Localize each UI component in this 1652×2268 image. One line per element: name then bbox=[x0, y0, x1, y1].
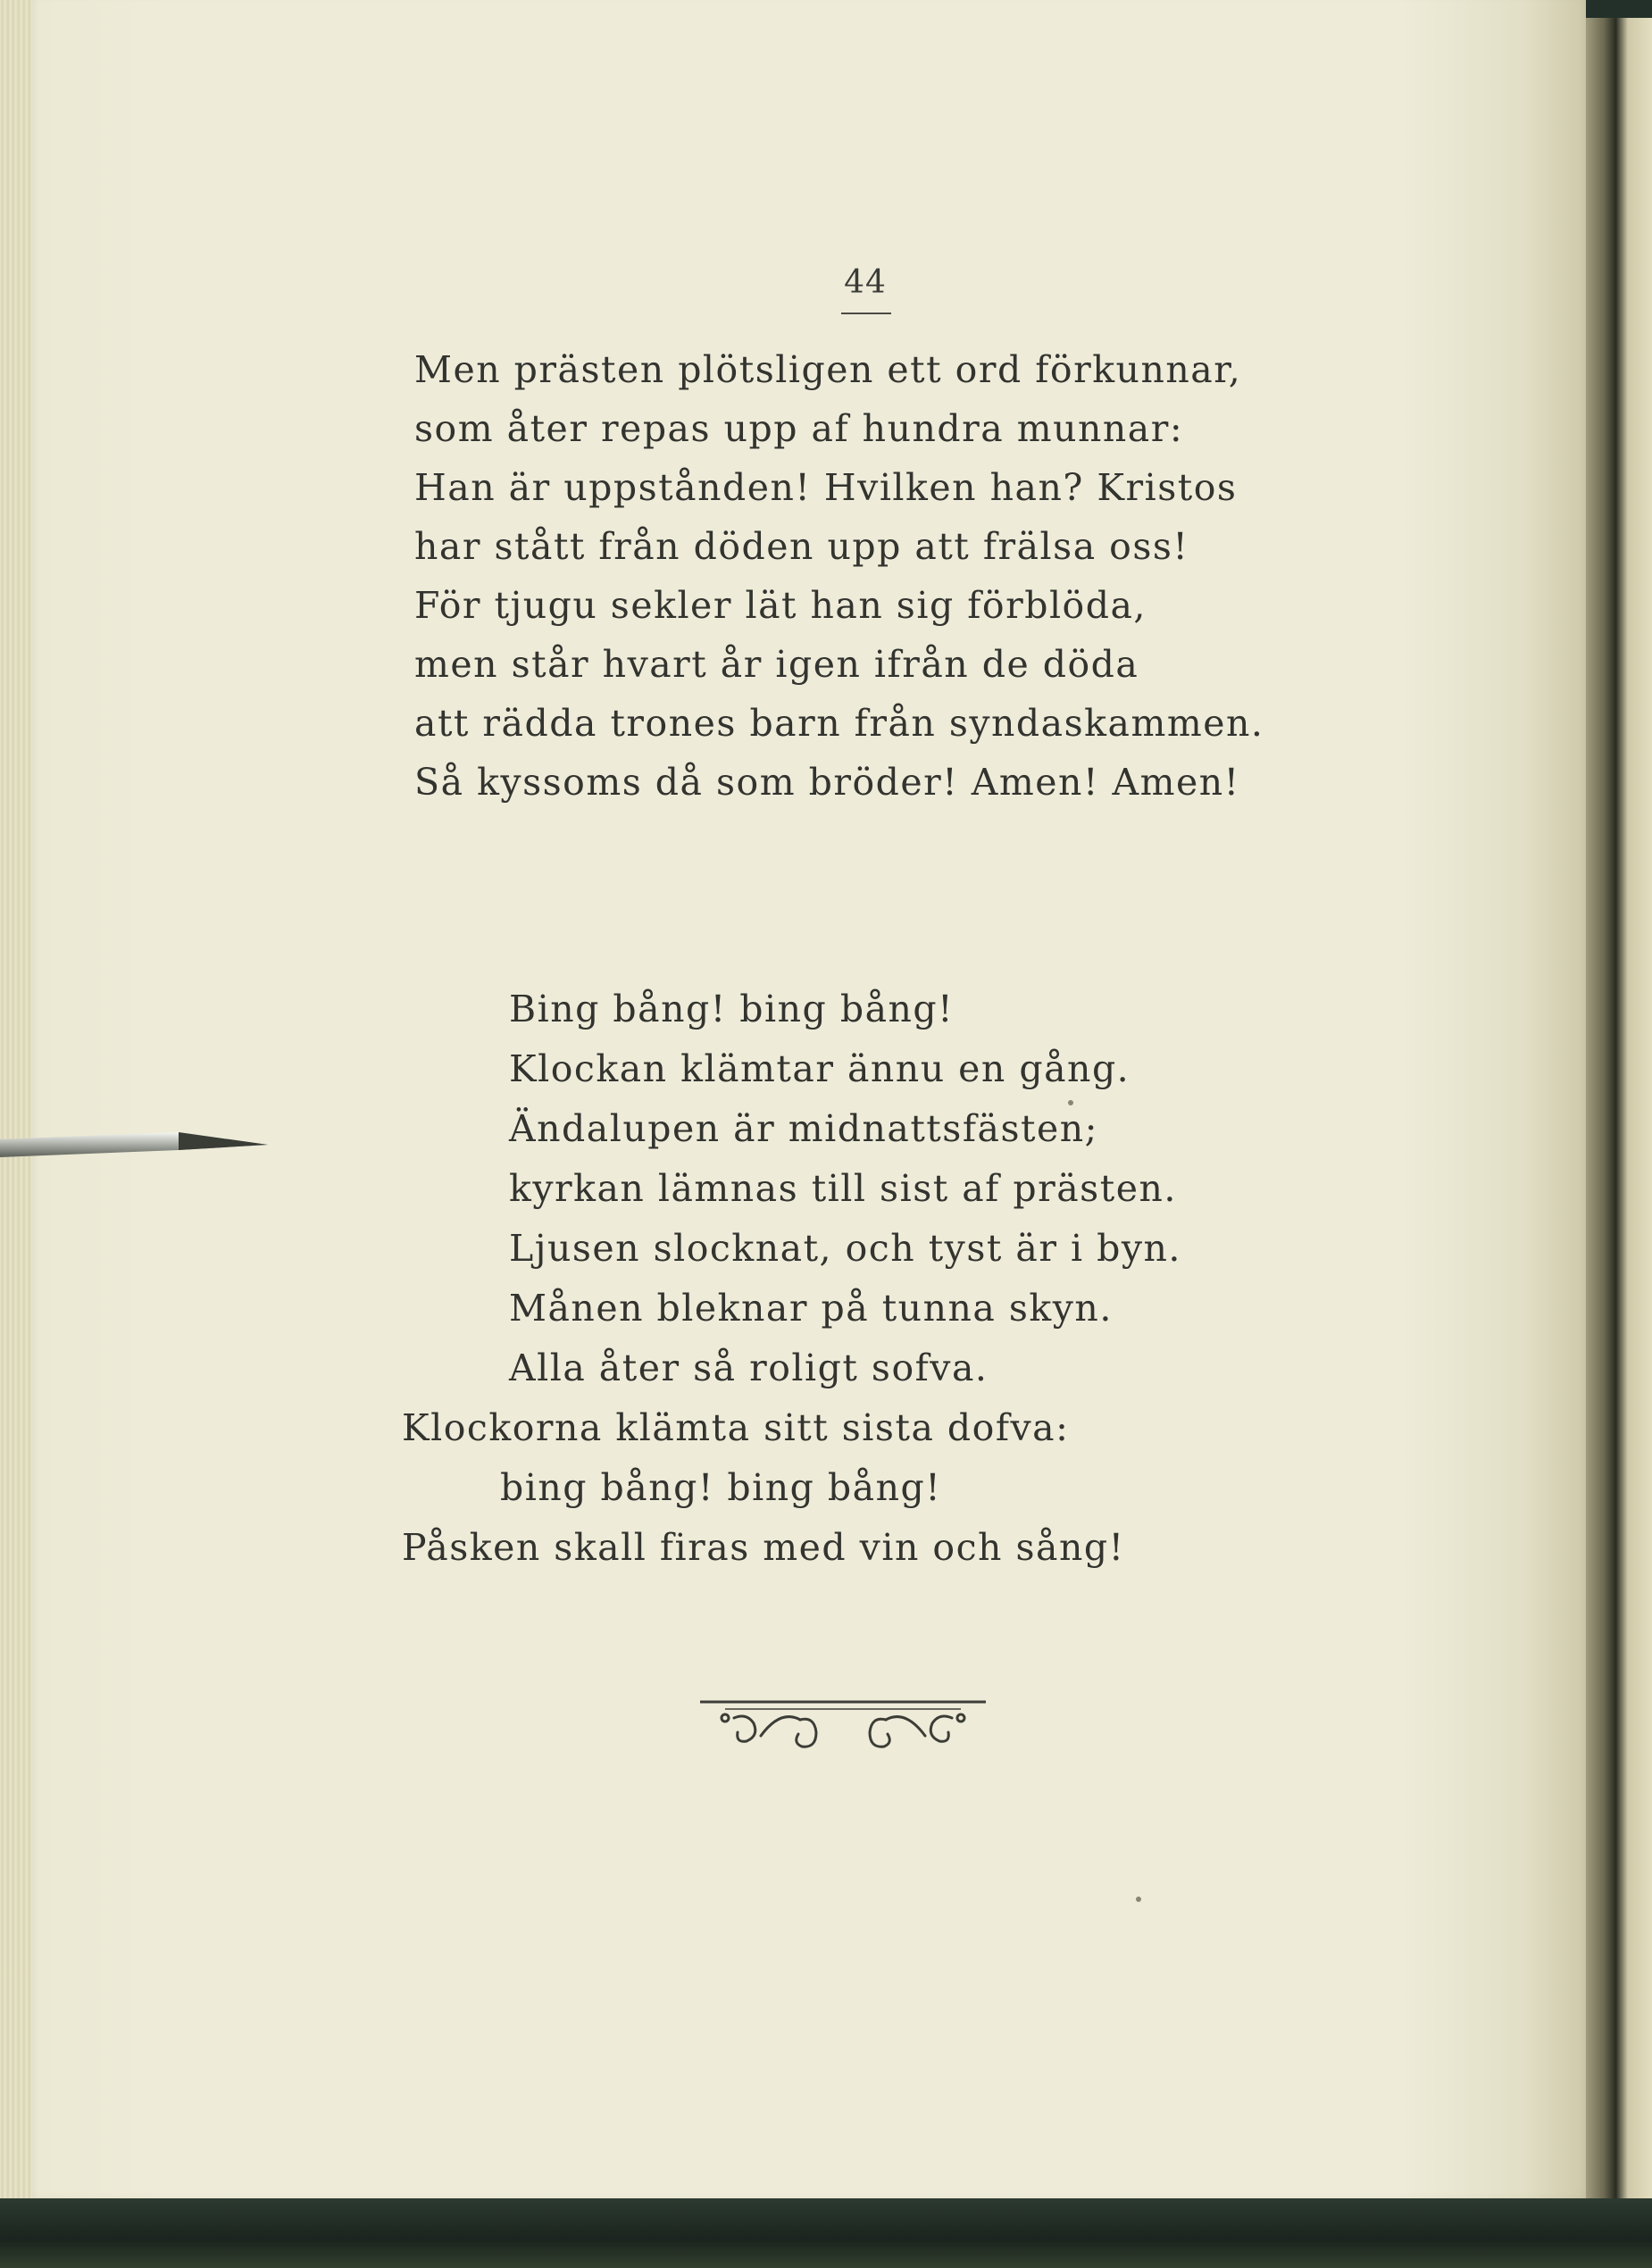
metal-pointer-icon bbox=[0, 1127, 277, 1163]
poem-line: Ändalupen är midnattsfästen; bbox=[509, 1107, 1098, 1150]
poem-stanza-2 bbox=[402, 988, 1295, 1586]
page-number: 44 bbox=[844, 264, 887, 301]
paper-speck bbox=[1068, 1100, 1073, 1105]
poem-stanza-1 bbox=[414, 348, 1397, 848]
poem-line: Ljusen slocknat, och tyst är i byn. bbox=[509, 1227, 1181, 1270]
poem-line: Klockorna klämta sitt sista dofva: bbox=[402, 1406, 1070, 1449]
poem-line: Månen bleknar på tunna skyn. bbox=[509, 1287, 1113, 1330]
poem-line: Så kyssoms då som bröder! Amen! Amen! bbox=[414, 761, 1240, 804]
poem-line: som åter repas upp af hundra munnar: bbox=[414, 407, 1184, 450]
poem-line: att rädda trones barn från syndaskammen. bbox=[414, 702, 1264, 745]
scroll-ornament-icon bbox=[698, 1697, 988, 1768]
poem-line: För tjugu sekler lät han sig förblöda, bbox=[414, 584, 1147, 627]
poem-line: Påsken skall firas med vin och sång! bbox=[402, 1526, 1125, 1569]
poem-line: bing bång! bing bång! bbox=[500, 1466, 942, 1509]
book-cover-edge bbox=[0, 2198, 1652, 2268]
poem-line: Klockan klämtar ännu en gång. bbox=[509, 1047, 1131, 1090]
poem-line: kyrkan lämnas till sist af prästen. bbox=[509, 1167, 1177, 1210]
page-number-rule bbox=[841, 313, 891, 314]
poem-line: Han är uppstånden! Hvilken han? Kristos bbox=[414, 466, 1238, 509]
book-page bbox=[32, 0, 1586, 2205]
poem-line: har stått från döden upp att frälsa oss! bbox=[414, 525, 1189, 568]
poem-line: men står hvart år igen ifrån de döda bbox=[414, 643, 1139, 686]
poem-line: Alla åter så roligt sofva. bbox=[509, 1347, 989, 1389]
poem-line: Men prästen plötsligen ett ord förkunnar, bbox=[414, 348, 1242, 391]
paper-speck bbox=[1136, 1897, 1141, 1902]
poem-line: Bing bång! bing bång! bbox=[509, 988, 955, 1030]
